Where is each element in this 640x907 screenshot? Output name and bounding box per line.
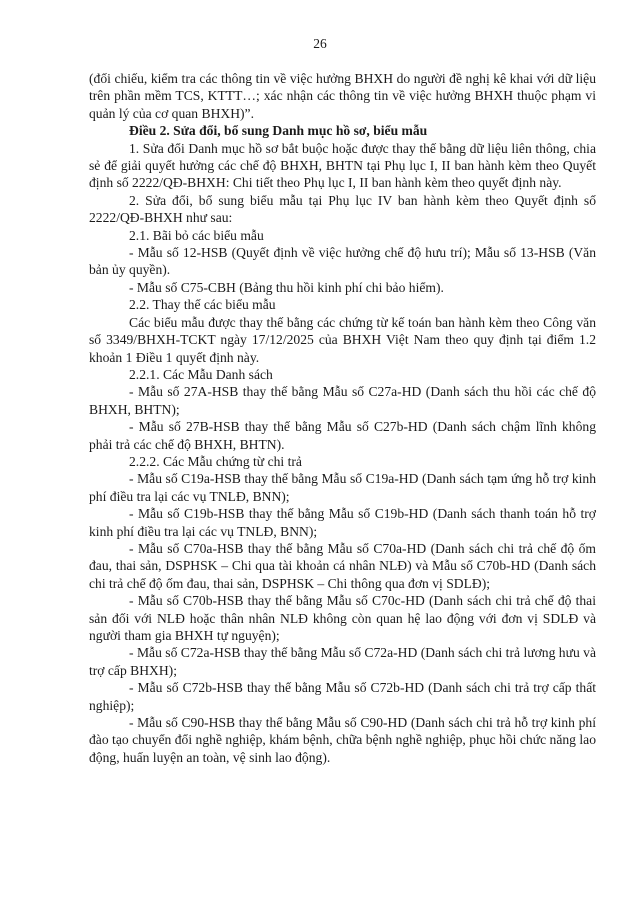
- paragraph: - Mẫu số C19a-HSB thay thế bằng Mẫu số C19a-HD (Danh sách tạm ứng hỗ trợ kinh phí điều tra lại các vụ TNLĐ, BNN);: [89, 471, 596, 504]
- paragraph: 2.2. Thay thế các biểu mẫu: [129, 297, 276, 313]
- paragraph: - Mẫu số 12-HSB (Quyết định về việc hưởng chế độ hưu trí); Mẫu số 13-HSB (Văn bản ủy quyền).: [89, 245, 596, 278]
- section-heading: Điều 2. Sửa đổi, bổ sung Danh mục hồ sơ, biểu mẫu: [129, 123, 428, 139]
- paragraph: - Mẫu số C90-HSB thay thế bằng Mẫu số C90-HD (Danh sách chi trả hỗ trợ kinh phí đào tạo chuyển đổi nghề nghiệp, khám bệnh, chữa bệnh nghề nghiệp, phục hồi chức năng lao động, huấn luyện an toàn, vệ sinh lao động).: [89, 715, 596, 765]
- paragraph: 2.2.2. Các Mẫu chứng từ chi trả: [129, 453, 302, 469]
- paragraph: - Mẫu số C70a-HSB thay thế bằng Mẫu số C70a-HD (Danh sách chi trả chế độ ốm đau, thai sản, DSPHSK – Chi qua tài khoản cá nhân NLĐ) và Mẫu số C70b-HD (Danh sách chi trả chế độ ốm đau, thai sản, DSPHSK – Chi thông qua đơn vị SDLĐ);: [89, 540, 596, 591]
- document-body: [89, 70, 596, 766]
- paragraph: - Mẫu số 27B-HSB thay thế bằng Mẫu số C27b-HD (Danh sách chậm lĩnh không phải trả các chế độ BHXH, BHTN).: [89, 419, 596, 452]
- paragraph: 2. Sửa đổi, bổ sung biểu mẫu tại Phụ lục IV ban hành kèm theo Quyết định số 2222/QĐ-BHXH như sau:: [89, 192, 596, 226]
- paragraph: - Mẫu số C72b-HSB thay thế bằng Mẫu số C72b-HD (Danh sách chi trả trợ cấp thất nghiệp);: [89, 680, 596, 713]
- paragraph: - Mẫu số C70b-HSB thay thế bằng Mẫu số C70c-HD (Danh sách chi trả chế độ thai sản đối với NLĐ hoặc thân nhân NLĐ không còn quan hệ lao động với đơn vị SDLĐ và người tham gia BHXH tự nguyện);: [89, 593, 596, 643]
- paragraph: 2.1. Bãi bỏ các biểu mẫu: [129, 227, 264, 243]
- paragraph: - Mẫu số C75-CBH (Bảng thu hồi kinh phí chi bảo hiểm).: [129, 279, 444, 295]
- paragraph: 1. Sửa đổi Danh mục hồ sơ bắt buộc hoặc được thay thế bằng dữ liệu liên thông, chia sẻ để giải quyết hưởng các chế độ BHXH, BHTN tại Phụ lục I, II ban hành kèm theo Quyết định số 2222/QĐ-BHXH: Chi tiết theo Phụ lục I, II ban hành kèm theo quyết định này.: [89, 140, 596, 191]
- paragraph: (đối chiếu, kiểm tra các thông tin về việc hưởng BHXH do người đề nghị kê khai với dữ liệu trên phần mềm TCS, KTTT…; xác nhận các thông tin về việc hưởng BHXH thuộc phạm vi quản lý của cơ quan BHXH)”.: [89, 71, 596, 121]
- paragraph: - Mẫu số 27A-HSB thay thế bằng Mẫu số C27a-HD (Danh sách thu hồi các chế độ BHXH, BHTN);: [89, 384, 596, 417]
- page-number: 26: [313, 36, 327, 51]
- paragraph: - Mẫu số C72a-HSB thay thế bằng Mẫu số C72a-HD (Danh sách chi trả lương hưu và trợ cấp BHXH);: [89, 645, 596, 678]
- paragraph: 2.2.1. Các Mẫu Danh sách: [129, 366, 273, 382]
- paragraph: - Mẫu số C19b-HSB thay thế bằng Mẫu số C19b-HD (Danh sách thanh toán hỗ trợ kinh phí điều tra lại các vụ TNLĐ, BNN);: [89, 506, 596, 539]
- paragraph: Các biểu mẫu được thay thế bằng các chứng từ kế toán ban hành kèm theo Công văn số 3349/BHXH-TCKT ngày 17/12/2025 của BHXH Việt Nam theo quy định tại điểm 1.2 khoản 1 Điều 1 quyết định này.: [89, 314, 596, 365]
